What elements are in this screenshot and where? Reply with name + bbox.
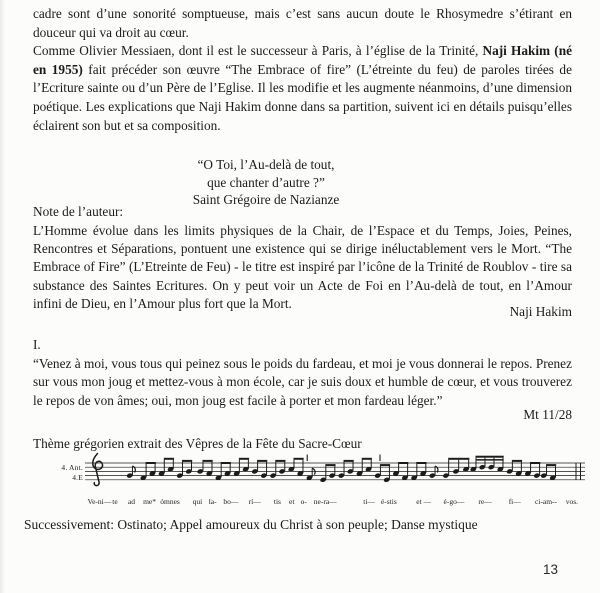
lyric-syllable: la- — [208, 497, 217, 506]
lyric-syllable: fi— — [508, 497, 521, 506]
author-signature: Naji Hakim — [509, 304, 572, 319]
lyric-syllable: ómnes — [160, 497, 180, 506]
author-note-body: L’Homme évolue dans les limits physiques de la Chair, de l’Espace et du Temps, Joies, Peines, Rencontres et Séparations, pontuent une existence qui se dirige inéluctablement vers le Mort. “The Embrace of Fire” (L’Etreinte de Feu) - le titre est inspiré par l’icône de la Trinité de Roublov - tire sa substance des Saintes Ecritures. On y peut voir un Acte de Foi en l’Au-delà de tout, en l’Amour infini de Dieu, en l’Amour plus fort que la Mort. — [33, 223, 572, 311]
paragraph-segment: Comme Olivier Messiaen, dont il est le successeur à Paris, à l’église de la Trinité, — [33, 43, 483, 59]
epigraph-line: “O Toi, l’Au-delà de tout, — [197, 157, 335, 172]
staff-notation — [85, 451, 590, 495]
chant-lyrics — [85, 497, 590, 509]
paragraph-segment: fait précéder son œuvre “The Embrace of fire” (L’étreinte du feu) de paroles tirées de l’Ecriture sainte ou d’un Père de l’Eglise. Il les modifie et les augmente néanmoins, d’une dimension poétique. Les explications que Naji Hakim donne dans sa partition, suivent ici en détails puisqu’elles éclairent son but et sa composition. — [33, 61, 572, 133]
antiphon-label: 4. Ant. — [61, 463, 83, 472]
closing-line: Successivement: Ostinato; Appel amoureux du Christ à son peuple; Danse mystique — [24, 517, 478, 532]
chant-mode-labels — [50, 463, 83, 483]
lyric-syllable: ne-ra— — [313, 497, 337, 506]
lyric-syllable: Ve-ni— — [87, 497, 112, 506]
lyric-syllable: vos. — [565, 497, 579, 506]
epigraph — [0, 156, 532, 209]
movement-number: I. — [33, 337, 41, 352]
lyric-syllable: me* — [143, 497, 156, 506]
paragraph-rhosymedre: cadre sont d’une sonorité somptueuse, mais c’est sans aucun doute le Rhosymedre s’étirant en douceur qui va droit au cœur. — [33, 6, 572, 40]
intro-paragraphs — [33, 5, 572, 135]
lyric-syllable: o- — [300, 497, 307, 506]
theme-caption: Thème grégorien extrait des Vêpres de la Fête du Sacre-Cœur — [33, 436, 362, 451]
paragraph-hakim-intro — [33, 42, 572, 135]
composer-name-bold: Naji Hakim (né en 1955) — [33, 43, 573, 77]
lyric-syllable: ci-am-- — [534, 497, 558, 506]
scripture-quote: “Venez à moi, vous tous qui peinez sous le poids du fardeau, et moi je vous donnerai le repos. Prenez sur vous mon joug et mettez-vous à mon école, car je suis doux et humble de cœur, et vous trouverez le repos de von âmes; oui, mon joug est facile à porter et mon fardeau léger.” — [33, 356, 572, 408]
author-note-heading: Note de l’auteur: — [33, 204, 124, 219]
lyric-syllable: et — [289, 497, 295, 506]
mode-label: 4.E — [72, 473, 83, 482]
epigraph-attribution: Saint Grégoire de Nazianze — [192, 192, 340, 208]
lyric-syllable: et — — [416, 497, 432, 506]
lyric-syllable: re— — [478, 497, 492, 506]
lyric-syllable: é-go— — [443, 497, 465, 506]
epigraph-line: que chanter d’autre ?” — [207, 174, 325, 190]
lyric-syllable: ti— — [363, 497, 375, 506]
lyric-syllable: tis — [273, 497, 281, 506]
lyric-syllable: te — [112, 497, 118, 506]
lyric-syllable: é-stis — [380, 497, 397, 506]
lyric-syllable: qui — [192, 497, 203, 506]
scripture-reference: Mt 11/28 — [523, 407, 572, 422]
lyric-syllable: bo— — [223, 497, 239, 506]
lyric-syllable: ad — [127, 497, 136, 506]
lyric-syllable: rí— — [248, 497, 261, 506]
page-number: 13 — [543, 562, 559, 577]
